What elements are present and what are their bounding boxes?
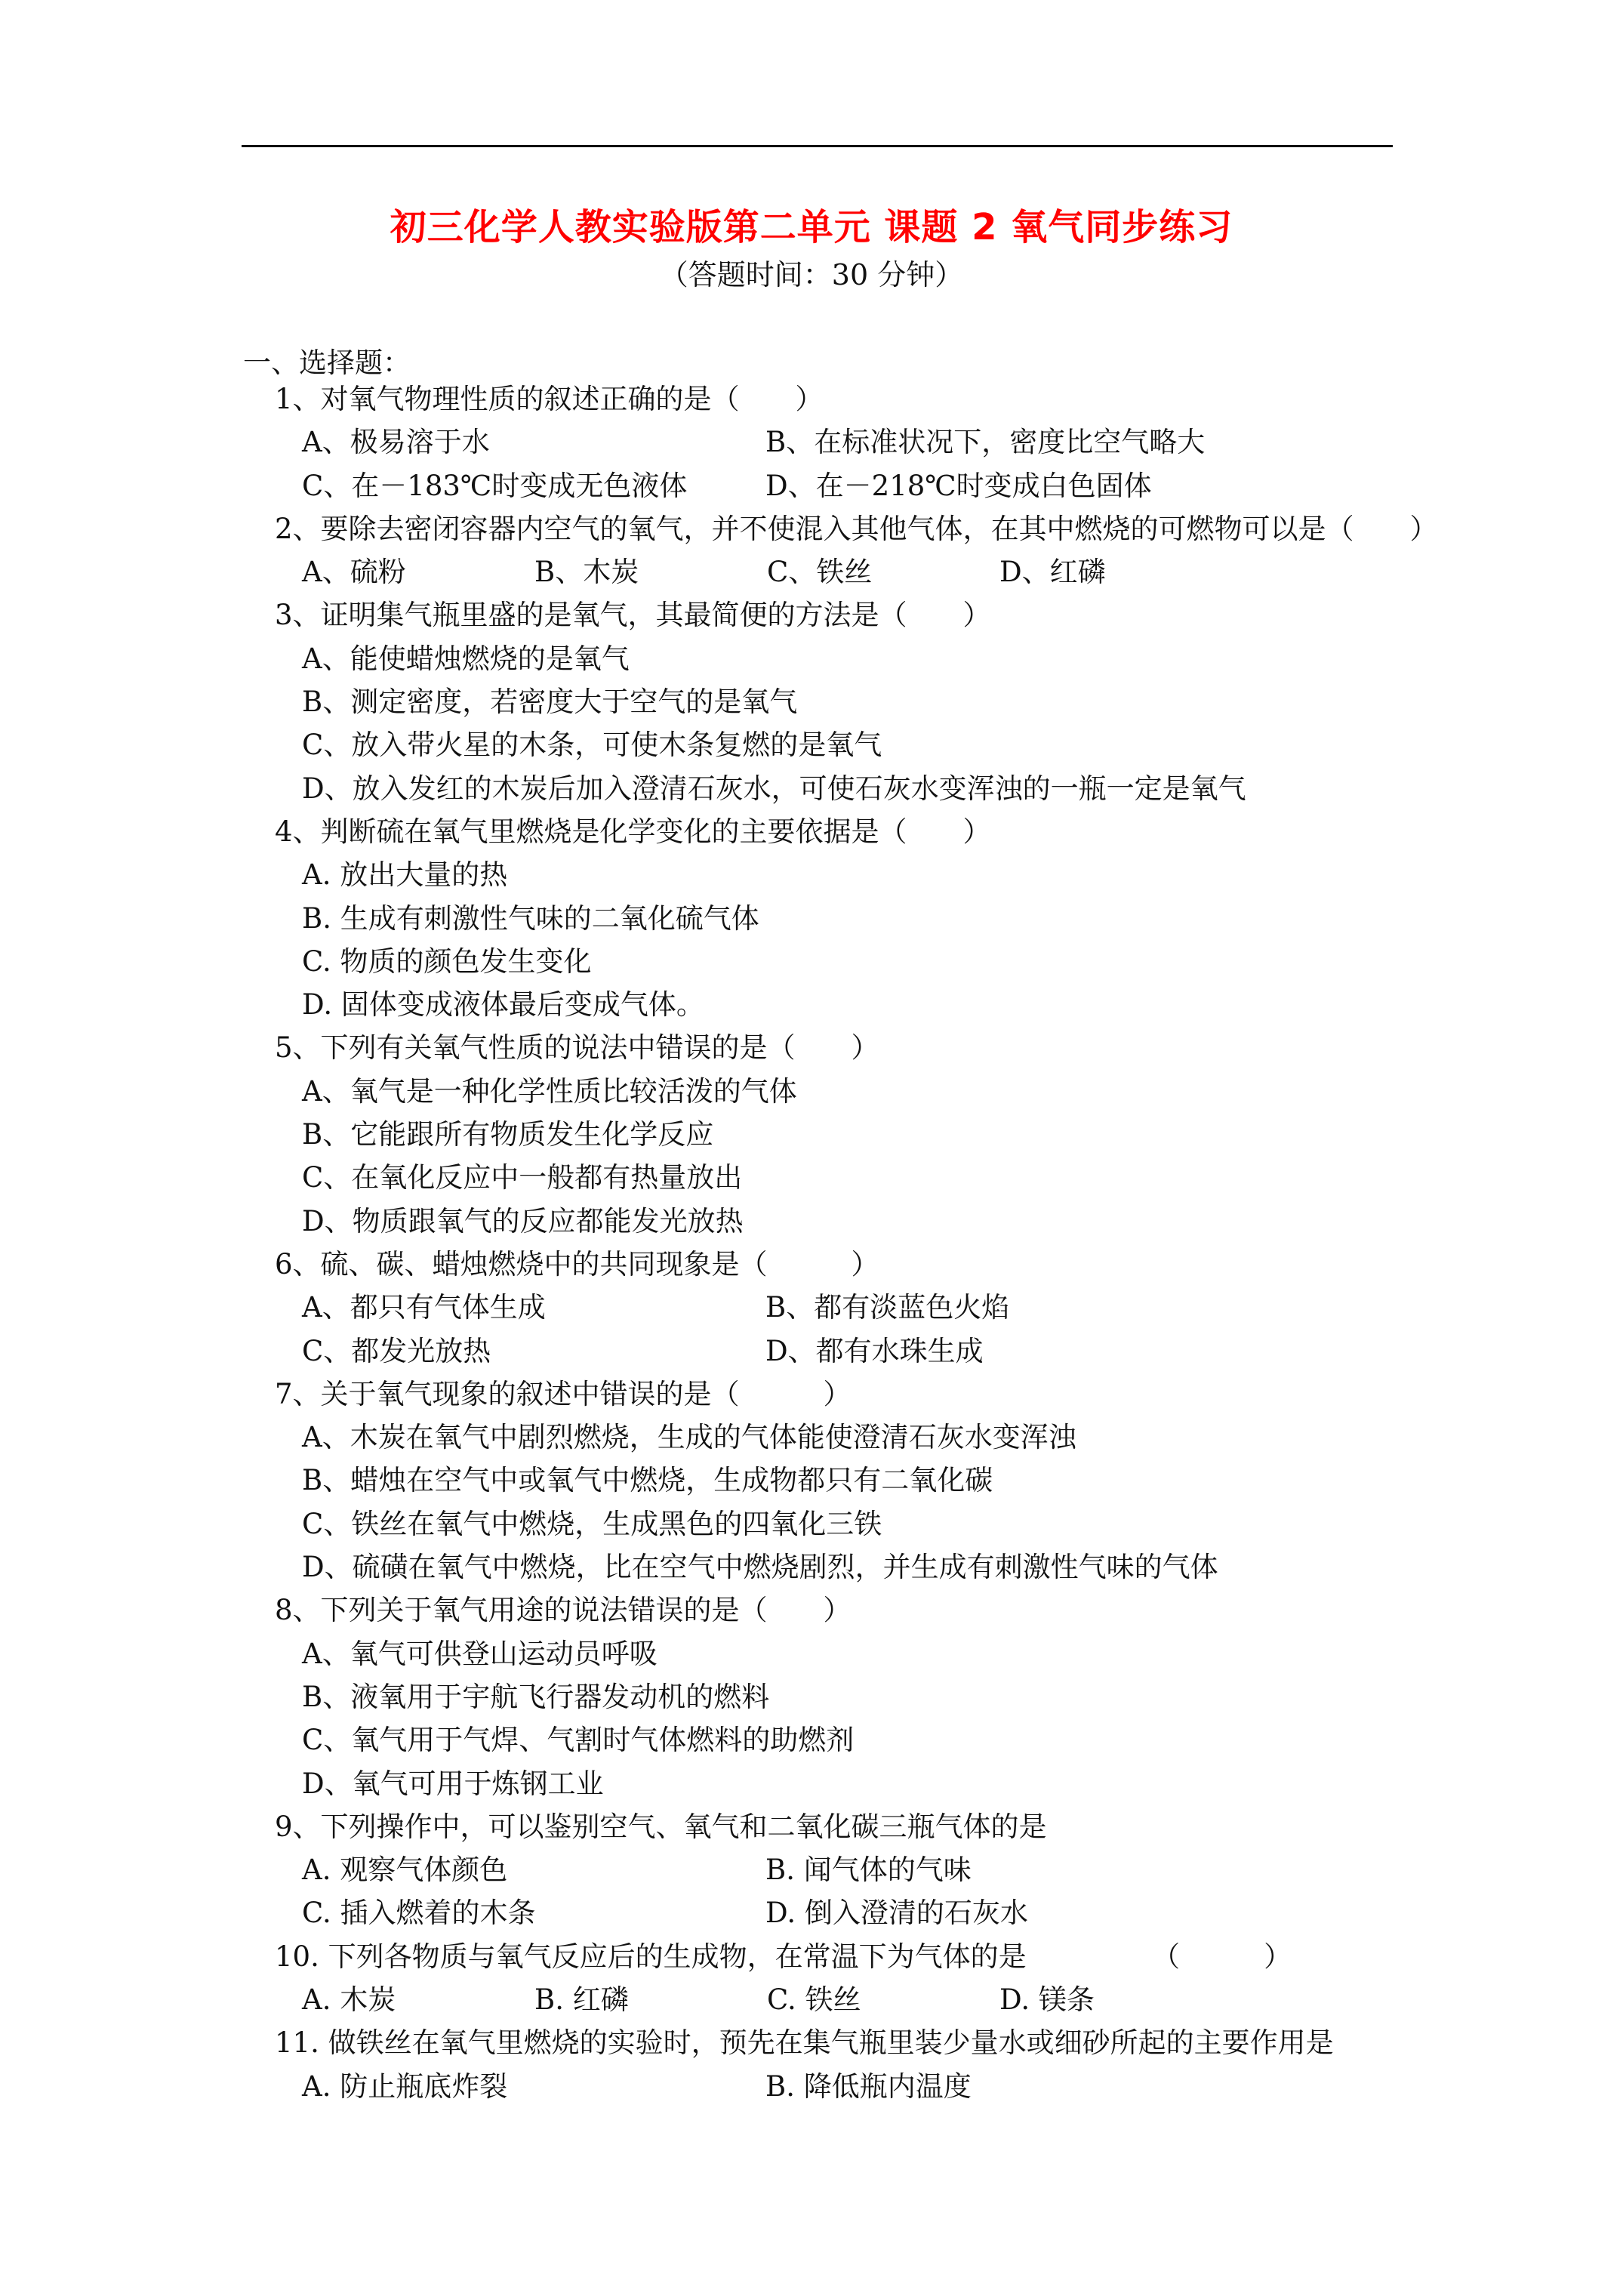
- answer-option: C、铁丝: [767, 556, 873, 589]
- option-row: [275, 767, 1510, 810]
- answer-option: D. 镁条: [999, 1983, 1095, 2016]
- answer-option: C、放入带火星的木条，可使木条复燃的是氧气: [302, 729, 882, 762]
- question-stem: 2、要除去密闭容器内空气的氧气，并不使混入其他气体，在其中燃烧的可燃物可以是（ ）: [275, 512, 1438, 545]
- answer-option: C、在氧化反应中一般都有热量放出: [302, 1161, 743, 1194]
- question-stem: 7、关于氧气现象的叙述中错误的是（ ）: [275, 1377, 852, 1410]
- answer-option: B、在标准状况下，密度比空气略大: [765, 426, 1206, 459]
- answer-option: C、在－183℃时变成无色液体: [302, 469, 688, 502]
- answer-option: D、氧气可用于炼钢工业: [302, 1767, 604, 1800]
- answer-option: B、它能跟所有物质发生化学反应: [302, 1118, 714, 1151]
- option-row: [275, 1330, 1510, 1373]
- question-item: [275, 1935, 1510, 2022]
- answer-option: B. 降低瓶内温度: [765, 2069, 972, 2103]
- question-stem: 10. 下列各物质与氧气反应后的生成物，在常温下为气体的是 （ ）: [275, 1940, 1292, 1973]
- option-row: [275, 1891, 1510, 1934]
- answer-option: C. 铁丝: [767, 1983, 861, 2016]
- question-list: [275, 378, 1510, 2108]
- option-row: [275, 897, 1510, 940]
- answer-option: A. 放出大量的热: [302, 858, 508, 892]
- document-subtitle: （答题时间：30 分钟）: [659, 258, 964, 291]
- option-row: [275, 1546, 1510, 1589]
- answer-option: B、木炭: [534, 556, 639, 589]
- answer-option: B. 生成有刺激性气味的二氧化硫气体: [302, 901, 759, 935]
- answer-option: D、红磷: [999, 556, 1106, 589]
- header-rule: [242, 145, 1393, 147]
- option-row: [275, 853, 1510, 896]
- option-row: [275, 1718, 1510, 1761]
- question-item: [275, 507, 1510, 594]
- question-stem: 3、证明集气瓶里盛的是氧气，其最简便的方法是（ ）: [275, 599, 991, 632]
- question-item: [275, 2021, 1510, 2108]
- option-row: [275, 723, 1510, 766]
- option-row: [275, 2065, 1510, 2108]
- option-row: [275, 550, 1510, 593]
- question-item: [275, 1805, 1510, 1935]
- option-row: [275, 1459, 1510, 1502]
- answer-option: D、都有水珠生成: [765, 1334, 984, 1367]
- option-row: [275, 1156, 1510, 1199]
- option-row: [275, 1286, 1510, 1329]
- answer-option: A. 木炭: [302, 1983, 396, 2016]
- option-row: [275, 1675, 1510, 1718]
- document-title: 初三化学人教实验版第二单元 课题 2 氧气同步练习: [390, 206, 1233, 248]
- option-row: [275, 983, 1510, 1026]
- answer-option: D、在－218℃时变成白色固体: [765, 469, 1152, 502]
- answer-option: D、放入发红的木炭后加入澄清石灰水，可使石灰水变浑浊的一瓶一定是氧气: [302, 772, 1246, 805]
- question-stem: 11. 做铁丝在氧气里燃烧的实验时，预先在集气瓶里装少量水或细砂所起的主要作用是: [275, 2026, 1334, 2060]
- answer-option: B、蜡烛在空气中或氧气中燃烧，生成物都只有二氧化碳: [302, 1464, 993, 1497]
- question-stem: 1、对氧气物理性质的叙述正确的是（ ）: [275, 383, 824, 415]
- answer-option: A、能使蜡烛燃烧的是氧气: [302, 642, 630, 675]
- option-row: [275, 421, 1510, 464]
- answer-option: D、硫磺在氧气中燃烧，比在空气中燃烧剧烈，并生成有刺激性气味的气体: [302, 1551, 1218, 1584]
- section-heading: 一、选择题：: [243, 347, 411, 379]
- answer-option: A、木炭在氧气中剧烈燃烧，生成的气体能使澄清石灰水变浑浊: [302, 1421, 1076, 1454]
- option-row: [275, 464, 1510, 507]
- answer-option: D. 固体变成液体最后变成气体。: [302, 988, 704, 1022]
- question-stem: 8、下列关于氧气用途的说法错误的是（ ）: [275, 1594, 852, 1627]
- question-stem: 5、下列有关氧气性质的说法中错误的是（ ）: [275, 1031, 879, 1065]
- question-item: [275, 593, 1510, 809]
- answer-option: B、液氧用于宇航飞行器发动机的燃料: [302, 1680, 770, 1713]
- question-stem: 6、硫、碳、蜡烛燃烧中的共同现象是（ ）: [275, 1247, 879, 1281]
- answer-option: D. 倒入澄清的石灰水: [765, 1897, 1028, 1930]
- option-row: [275, 1632, 1510, 1675]
- question-stem: 9、下列操作中，可以鉴别空气、氧气和二氧化碳三瓶气体的是: [275, 1810, 1047, 1843]
- question-item: [275, 1243, 1510, 1373]
- question-item: [275, 378, 1510, 507]
- answer-option: B. 闻气体的气味: [765, 1854, 972, 1887]
- question-item: [275, 1026, 1510, 1242]
- answer-option: B、都有淡蓝色火焰: [765, 1291, 1010, 1324]
- answer-option: C. 插入燃着的木条: [302, 1897, 536, 1930]
- answer-option: A、氧气可供登山运动员呼吸: [302, 1637, 658, 1670]
- question-item: [275, 810, 1510, 1026]
- answer-option: C、都发光放热: [302, 1334, 491, 1367]
- option-row: [275, 1502, 1510, 1546]
- option-row: [275, 1070, 1510, 1113]
- answer-option: A、氧气是一种化学性质比较活泼的气体: [302, 1074, 797, 1108]
- answer-option: A、硫粉: [302, 556, 406, 589]
- option-row: [275, 680, 1510, 723]
- option-row: [275, 1416, 1510, 1459]
- option-row: [275, 1978, 1510, 2021]
- question-stem: 4、判断硫在氧气里燃烧是化学变化的主要依据是（ ）: [275, 815, 991, 848]
- answer-option: A、极易溶于水: [302, 426, 490, 459]
- question-item: [275, 1589, 1510, 1804]
- option-row: [275, 940, 1510, 983]
- answer-option: C. 物质的颜色发生变化: [302, 945, 592, 978]
- answer-option: A、都只有气体生成: [302, 1291, 546, 1324]
- option-row: [275, 1113, 1510, 1156]
- answer-option: A. 防止瓶底炸裂: [302, 2069, 508, 2103]
- answer-option: D、物质跟氧气的反应都能发光放热: [302, 1204, 744, 1237]
- answer-option: A. 观察气体颜色: [302, 1854, 508, 1887]
- option-row: [275, 637, 1510, 680]
- option-row: [275, 1848, 1510, 1891]
- answer-option: C、铁丝在氧气中燃烧，生成黑色的四氧化三铁: [302, 1507, 882, 1540]
- question-item: [275, 1373, 1510, 1589]
- answer-option: C、氧气用于气焊、气割时气体燃料的助燃剂: [302, 1724, 855, 1757]
- option-row: [275, 1200, 1510, 1243]
- answer-option: B. 红磷: [534, 1983, 629, 2016]
- option-row: [275, 1762, 1510, 1805]
- answer-option: B、测定密度，若密度大于空气的是氧气: [302, 686, 798, 719]
